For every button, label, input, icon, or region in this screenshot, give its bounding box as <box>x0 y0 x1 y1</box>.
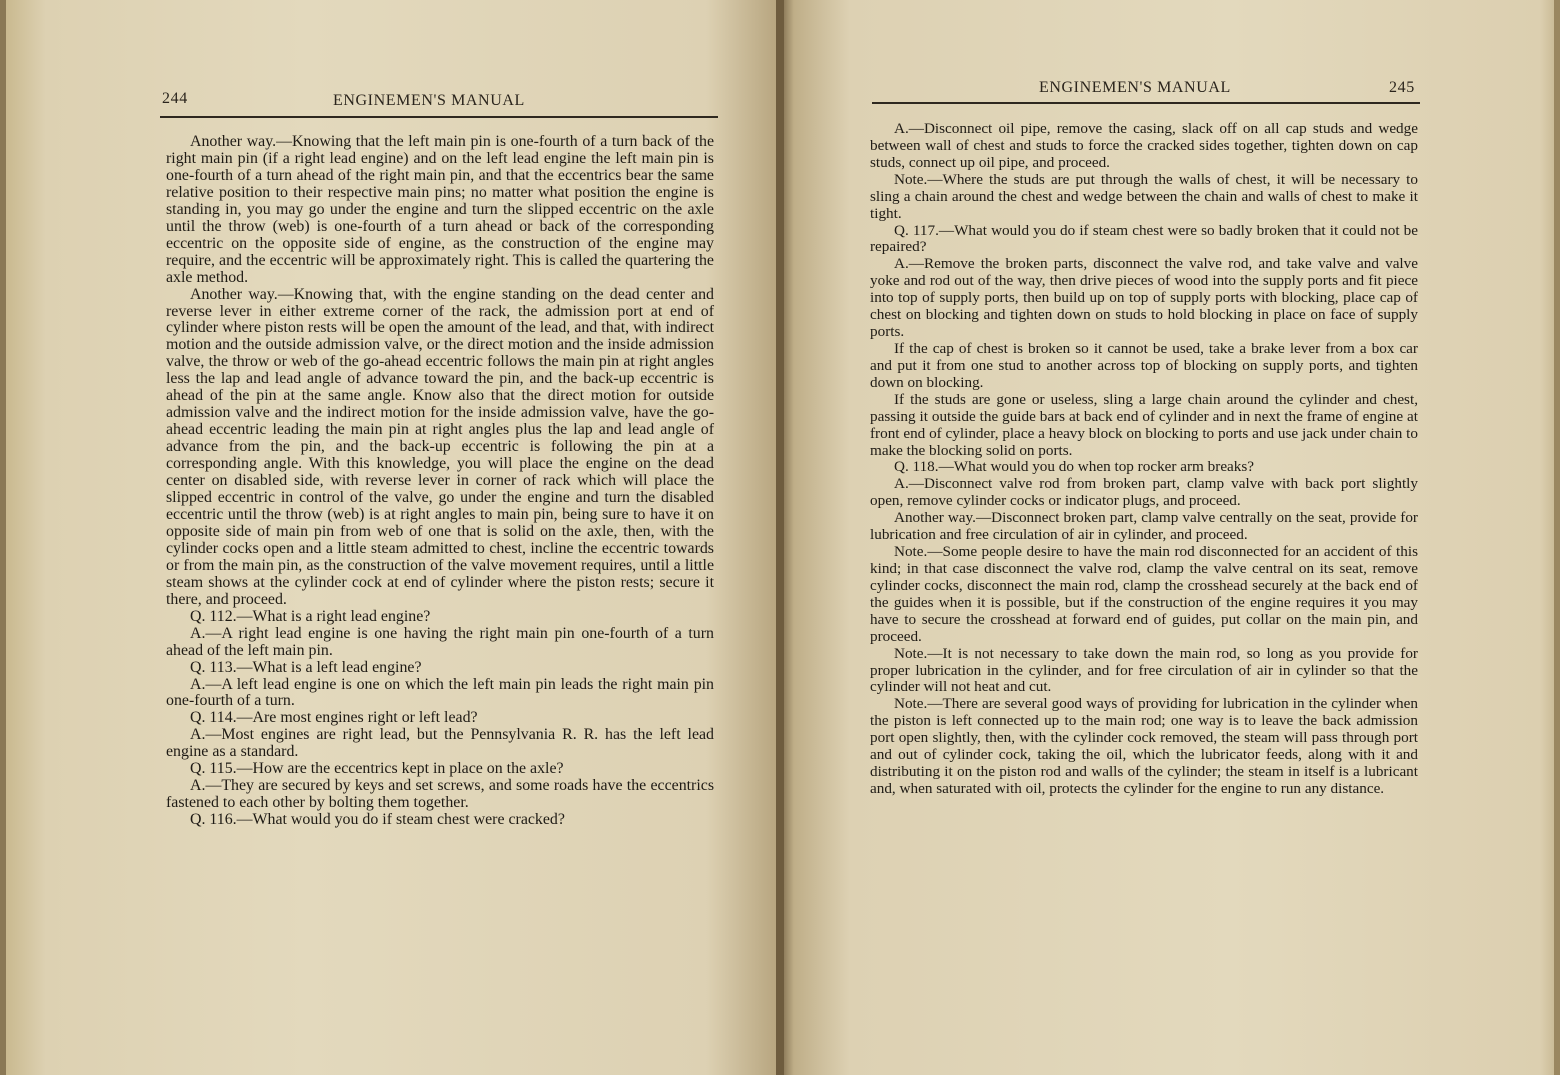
note: Note.—It is not necessary to take down the main rod, so long as you provide for proper lubrication in the cylinder, and for free circulation of air in cylinder so that the cylinder will not heat and cut. <box>870 644 1418 696</box>
paragraph: Another way.—Knowing that the left main pin is one-fourth of a turn back of the right main pin (if a right lead engine) and on the left lead engine the left main pin is one-fourth of a turn ahead of the right main pin, and that the eccentrics bear the same relative position to their respective main pins; no matter what position the engine is standing in, you may go under the engine and turn the slipped eccentric on the axle until the throw (web) is one-fourth of a turn ahead or back of the corresponding eccentric on the opposite side of engine, as the construction of the engine may require, and the eccentric will be approximately right. This is called the quartering the axle method. <box>166 133 714 286</box>
question: Q. 112.—What is a right lead engine? <box>190 607 431 625</box>
right-running-title: ENGINEMEN'S MANUAL <box>1039 79 1231 96</box>
left-page-number: 244 <box>162 90 188 107</box>
right-header-rule <box>872 102 1420 104</box>
answer: A.—Remove the broken parts, disconnect the valve rod, and take valve and valve yoke and rod out of the way, then drive pieces of wood into the supply ports and fit piece into top of supply ports, then build up on top of supply ports with blocking, place cap of chest on blocking and tighten down on studs to hold blocking in place on face of supply ports. <box>870 255 1418 341</box>
note: Note.—Where the studs are put through the walls of chest, it will be necessary to sling a chain around the chest and wedge between the chain and walls of chest to make it tight. <box>870 170 1418 222</box>
paragraph: Another way.—Knowing that, with the engine standing on the dead center and reverse lever in either extreme corner of the rack, the admission port at end of cylinder where piston rests will be open the amount of the lead, and that, with indirect motion and the outside admission valve, or the direct motion and the inside admission valve, the throw or web of the go-ahead eccentric follows the main pin at right angles less the lap and lead angle of advance toward the pin, and the back-up eccentric is ahead of the pin at the same angle. Know also that the direct motion for outside admission valve and the indirect motion for the inside admission valve, have the go-ahead eccentric leading the main pin at right angles plus the lap and lead angle of advance from the pin, and the back-up eccentric is following the pin at a corresponding angle. With this knowledge, you will place the engine on the dead center on disabled side, with reverse lever in corner of rack which will place the slipped eccentric in control of the valve, go under the engine and turn the disabled eccentric until the throw (web) is at right angles to main pin, being sure to have it on opposite side of main pin from web of one that is solid on the axle, then, with the cylinder cocks open and a little steam admitted to chest, incline the eccentric towards or from the main pin, as the construction of the valve movement requires, until a little steam shows at the cylinder cock at end of cylinder where the piston rests; secure it there, and proceed. <box>166 285 714 608</box>
question: Q. 116.—What would you do if steam chest were cracked? <box>190 811 565 829</box>
answer: A.—A right lead engine is one having the right main pin one-fourth of a turn ahead of the left main pin. <box>166 624 714 659</box>
paragraph: If the studs are gone or useless, sling a large chain around the cylinder and chest, passing it outside the guide bars at back end of cylinder and in next the frame of engine at front end of cylinder, place a heavy block on blocking to ports and use jack under chain to make the blocking solid on ports. <box>870 390 1418 459</box>
left-running-title: ENGINEMEN'S MANUAL <box>333 92 525 109</box>
question: Q. 113.—What is a left lead engine? <box>190 658 422 676</box>
answer: A.—Disconnect valve rod from broken part, clamp valve with back port slightly open, remove cylinder cocks or indicator plugs, and proceed. <box>870 475 1418 510</box>
question: Q. 114.—Are most engines right or left lead? <box>190 709 478 727</box>
question: Q. 115.—How are the eccentrics kept in place on the axle? <box>190 760 564 778</box>
answer: A.—A left lead engine is one on which the left main pin leads the right main pin one-fourth of a turn. <box>166 675 714 710</box>
book-gutter <box>776 0 784 1075</box>
paragraph: If the cap of chest is broken so it cannot be used, take a brake lever from a box car and put it from one stud to another across top of blocking on supply ports, and tighten down on blocking. <box>870 339 1418 391</box>
question: Q. 117.—What would you do if steam chest were so badly broken that it could not be repaired? <box>870 221 1418 256</box>
answer: A.—Disconnect oil pipe, remove the casing, slack off on all cap studs and wedge between wall of chest and studs to force the cracked sides together, tighten down on cap studs, connect up oil pipe, and proceed. <box>870 120 1418 171</box>
answer: A.—Most engines are right lead, but the Pennsylvania R. R. has the left lead engine as a standard. <box>166 726 714 761</box>
note: Note.—There are several good ways of providing for lubrication in the cylinder when the piston is left connected up to the main rod; one way is to leave the back admission port open slightly, then, with the cylinder cock removed, the steam will pass through port and out of cylinder cock, taking the oil, which the lubricator feeds, along with it and distributing it on the piston rod and walls of the cylinder; the steam in itself is a lubricant and, when saturated with oil, protects the cylinder for the engine to run any distance. <box>870 695 1418 797</box>
left-header-rule <box>160 116 718 118</box>
right-page-body <box>870 121 1418 798</box>
left-page-body <box>166 134 714 829</box>
note: Note.—Some people desire to have the main rod disconnected for an accident of this kind; in that case disconnect the valve rod, clamp the valve central on its seat, remove cylinder cocks, disconnect the main rod, clamp the crosshead securely at the back end of the guides when it is possible, but if the construction of the engine requires it you may have to secure the crosshead at forward end of guides, put collar on the main pin, and proceed. <box>870 543 1418 645</box>
right-page-number: 245 <box>1389 79 1415 96</box>
paragraph: Another way.—Disconnect broken part, clamp valve centrally on the seat, provide for lubrication and free circulation of air in cylinder, and proceed. <box>870 509 1418 544</box>
answer: A.—They are secured by keys and set screws, and some roads have the eccentrics fastened to each other by bolting them together. <box>166 777 714 812</box>
question: Q. 118.—What would you do when top rocker arm breaks? <box>894 458 1255 476</box>
